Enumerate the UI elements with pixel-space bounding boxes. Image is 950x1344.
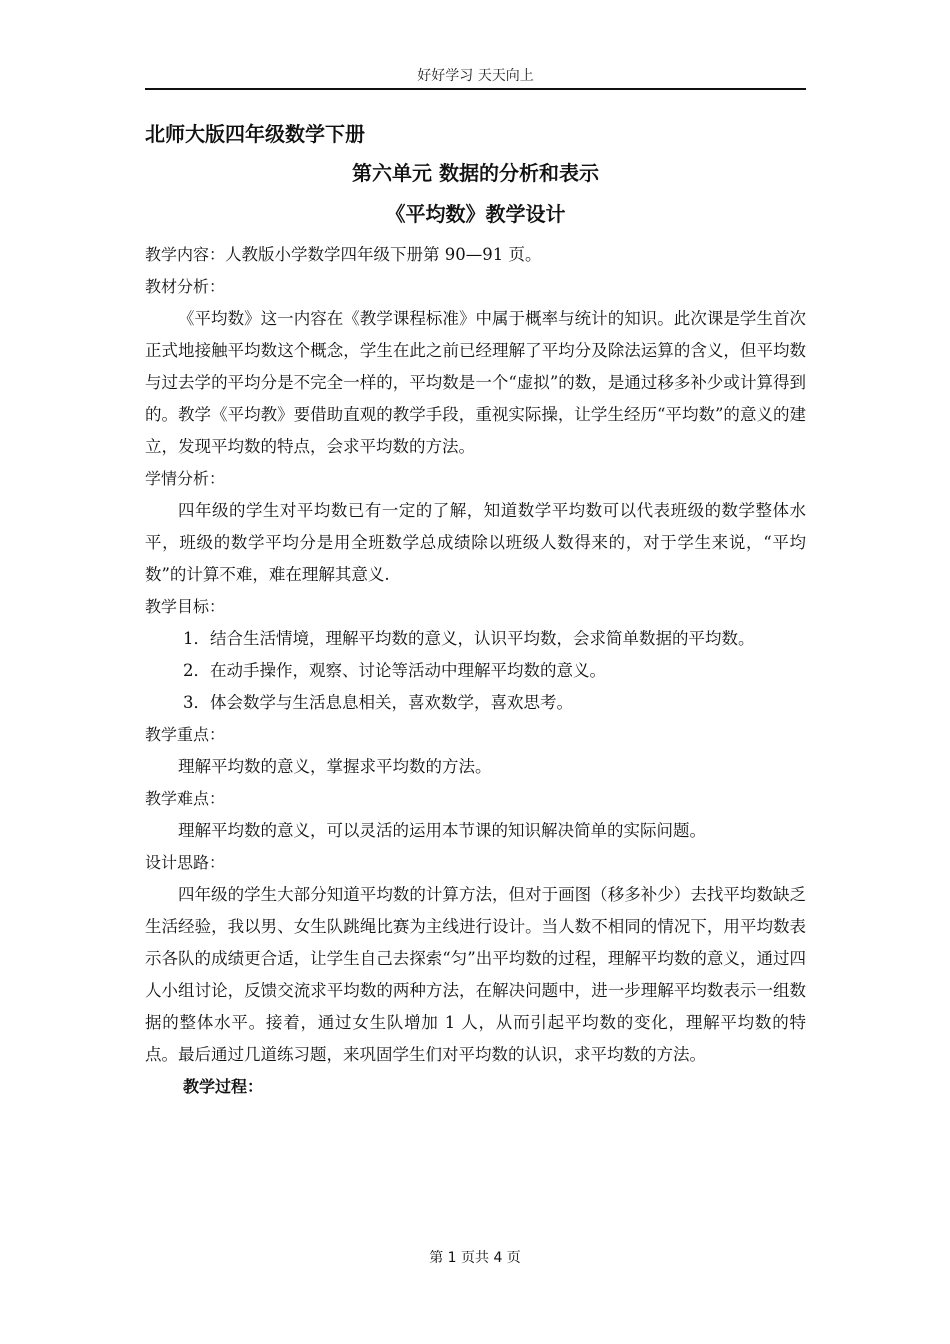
content-line <box>145 239 806 271</box>
design-heading: 设计思路： <box>145 853 226 872</box>
key-points-text: 理解平均数的意义，掌握求平均数的方法。 <box>178 757 492 776</box>
content-text: 人教版小学数学四年级下册第 90—91 页。 <box>225 245 542 264</box>
goal-item: 1．结合生活情境，理解平均数的意义，认识平均数，会求简单数据的平均数。 <box>183 629 755 648</box>
difficulties-heading: 教学难点： <box>145 789 226 808</box>
page-footer: 第 1 页共 4 页 <box>429 1250 521 1266</box>
material-text: 《平均数》这一内容在《教学课程标准》中属于概率与统计的知识。此次课是学生首次正式地接触平均数这个概念，学生在此之前已经理解了平均分及除法运算的含义，但平均数与过去学的平均分是不完全一样的，平均数是一个“虚拟”的数，是通过移多补少或计算得到的。教学《平均教》要借助直观的教学手段，重视实际操，让学生经历“平均数”的意义的建立，发现平均数的特点，会求平均数的方法。 <box>145 309 806 456</box>
page-header: 好好学习 天天向上 <box>145 66 806 90</box>
students-heading: 学情分析： <box>145 469 226 488</box>
material-heading: 教材分析： <box>145 277 226 296</box>
document-body <box>145 112 806 1103</box>
lesson-title: 《平均数》教学设计 <box>385 202 566 226</box>
content-label: 教学内容： <box>145 245 226 264</box>
goal-item: 3．体会数学与生活息息相关，喜欢数学，喜欢思考。 <box>183 693 573 712</box>
goal-item: 2．在动手操作，观察、讨论等活动中理解平均数的意义。 <box>183 661 606 680</box>
document-title: 北师大版四年级数学下册 <box>145 122 365 146</box>
students-text: 四年级的学生对平均数已有一定的了解，知道数学平均数可以代表班级的数学整体水平，班级的数学平均分是用全班数学总成绩除以班级人数得来的，对于学生来说，“平均数”的计算不难，难在理解其意义. <box>145 501 806 584</box>
goals-heading: 教学目标： <box>145 597 226 616</box>
design-text: 四年级的学生大部分知道平均数的计算方法，但对于画图（移多补少）去找平均数缺乏生活经验，我以男、女生队跳绳比赛为主线进行设计。当人数不相同的情况下，用平均数表示各队的成绩更合适，让学生自己去探索“匀”出平均数的过程，理解平均数的意义，通过四人小组讨论，反馈交流求平均数的两种方法，在解决问题中，进一步理解平均数表示一组数据的整体水平。接着，通过女生队增加 1 人，从而引起平均数的变化，理解平均数的特点。最后通过几道练习题，来巩固学生们对平均数的认识，求平均数的方法。 <box>145 885 806 1064</box>
unit-title: 第六单元 数据的分析和表示 <box>352 161 599 185</box>
key-points-heading: 教学重点： <box>145 725 226 744</box>
difficulties-text: 理解平均数的意义，可以灵活的运用本节课的知识解决简单的实际问题。 <box>178 821 706 840</box>
process-heading: 教学过程： <box>183 1077 264 1096</box>
